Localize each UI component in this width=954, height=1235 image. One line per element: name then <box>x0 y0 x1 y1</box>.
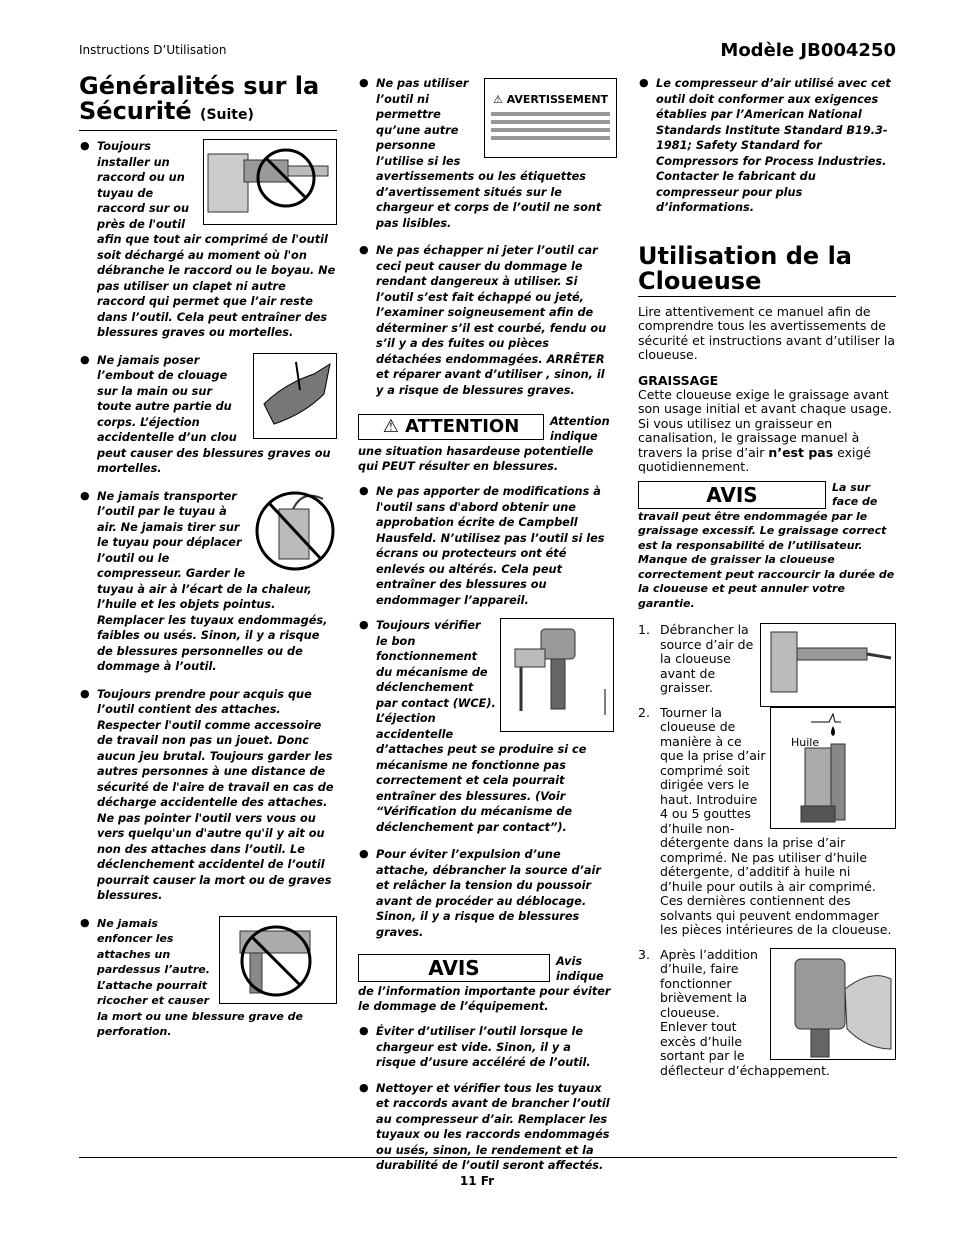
hand-figure <box>253 353 337 439</box>
page-number: 11 Fr <box>459 1174 495 1188</box>
bullet-item: ● Toujours installer un raccord ou un tuyau de raccord sur ou près de l'outil afin que tout air comprimé de l'outil soit déchargé au moment où l'on débranche le raccord ou le boyau. Ne pas utiliser un clapet ni autre raccord qui permet que l’air reste dans l’outil. Cela peut entraîner des blessures graves ou mortelles. <box>80 139 336 339</box>
lubrication-paragraph: Cette cloueuse exige le graissage avant son usage initial et avant chaque usage. Si vous utilisez un graisseur en canalisation, le graissage manuel à travers la prise d’air n’est pas exigé quotidiennement. <box>638 386 892 474</box>
avis-label: AVIS <box>358 954 550 982</box>
bullet-icon: ● <box>359 618 369 631</box>
nailer-contact-trip-figure <box>500 618 614 732</box>
section-title-suffix: (Suite) <box>200 107 254 123</box>
bullet-item: ● Ne jamais poser l’embout de clouage sur la main ou sur toute autre partie du corps. L’éjection accidentelle d’un clou peut causer des blessures graves ou mortelles. <box>79 353 337 477</box>
bullet-icon: ● <box>80 915 90 929</box>
stacked-fastener-prohibited-figure <box>219 916 337 1004</box>
bullet-item: ● Toujours vérifier le bon fonctionnement du mécanisme de déclenchement par contact (WCE). L’éjection accidentelle d’attaches peut se produire si ce mécanisme ne fonctionne pas correctement et cela pourrait entraîner des blessures. (Voir “Vérification du mécanisme de déclenchement par contact”). <box>358 618 614 835</box>
bullet-icon: ● <box>80 139 90 152</box>
bullet-icon: ● <box>80 686 90 700</box>
attention-notice: ⚠ ATTENTION Attention indique une situation hasardeuse potentielle qui PEUT résulter en blessures. <box>358 415 610 473</box>
bullet-item: ● Toujours prendre pour acquis que l’outil contient des attaches. Respecter l'outil comme accessoire de travail non pas un jouet. Donc aucun jeu brutal. Toujours garder les autres personnes à une distance de sécurité de l'aire de travail en cas de décharge accidentelle des attaches. Ne pas pointer l'outil vers vous ou vers quelqu'un d'autre qu'il y ait ou non des attaches dans l’outil. Le déclenchement accidentel de l’outil pourrait causer la mort ou de graves blessures. <box>80 686 334 902</box>
column-2 <box>358 74 614 1174</box>
bullet-item: ● Ne pas utiliser l’outil ni permettre qu’une autre personne l’utilise si les avertissements ou les étiquettes d’avertissement situés sur le chargeur et corps de l’outil ne sont pas lisibles. <box>358 76 614 231</box>
step-number: 1. <box>638 622 650 637</box>
bullet-item: ● Ne jamais enfoncer les attaches un pardessus l’autre. L’attache pourrait ricocher et causer la mort ou une blessure grave de perforation. <box>79 916 337 1040</box>
warning-label-figure <box>484 78 617 158</box>
step-item: 3. Après l’addition d’huile, faire fonctionner brièvement la cloueuse. Enlever tout excès d’huile sortant par le déflecteur d’échappement. <box>638 948 896 1079</box>
bullet-item: ● Nettoyer et vérifier tous les tuyaux et raccords avant de brancher l’outil au compresseur d’air. Remplacer les tuyaux ou les raccords endommagés ou usés, sinon, le rendement et la durabilité de l’outil seront affectés. <box>359 1080 610 1172</box>
bullet-icon: ● <box>359 1080 369 1094</box>
bullet-item: ● Éviter d’utiliser l’outil lorsque le chargeur est vide. Sinon, il y a risque d’usure accéléré de l’outil. <box>359 1024 591 1069</box>
bullet-item: ● Pour éviter l’expulsion d’une attache, débrancher la source d’air et relâcher la tension du poussoir avant de procéder au déblocage. Sinon, il y a risque de blessures graves. <box>359 847 601 939</box>
header-model-number: Modèle JB004250 <box>720 40 896 61</box>
bullet-item: ● Ne pas apporter de modifications à l'outil sans d'abord obtenir une approbation écrite de Campbell Hausfeld. N’utilisez pas l’outil si les écrans ou protecteurs ont été enlevés ou altérés. Cela peut entraîner des blessures ou endommager l’appareil. <box>359 484 605 607</box>
bullet-icon: ● <box>359 847 369 860</box>
warning-label-title: ⚠ AVERTISSEMENT <box>492 93 609 106</box>
step-item: 1. Débrancher la source d’air de la cloueuse avant de graisser. <box>638 623 896 696</box>
oil-label: Huile <box>791 736 820 749</box>
footer-divider <box>79 1157 897 1158</box>
bullet-icon: ● <box>80 488 90 502</box>
fitting-prohibited-figure <box>203 139 337 225</box>
column-1 <box>79 74 337 1040</box>
avis-label: AVIS <box>638 481 826 509</box>
avis-notice: AVIS Avis indique de l’information importante pour éviter le dommage de l’équipement. <box>358 955 611 1013</box>
step-number: 2. <box>638 704 650 720</box>
bullet-item: ● Ne pas échapper ni jeter l’outil car ceci peut causer du dommage le rendant dangereux à utiliser. Si l’outil s’est fait échappé ou jeté, l’examiner soigneusement afin de déterminer s’il est courbé, fendu ou s’il y a des fuites ou pièces détachées endommagées. ARRÊTER et réparer avant d’utiliser , sinon, il y a risque de blessures graves. <box>359 243 607 397</box>
step-number: 3. <box>638 946 650 962</box>
fire-nailer-figure <box>770 948 896 1060</box>
bullet-icon: ● <box>359 76 369 89</box>
warning-label-text-lines <box>491 112 610 140</box>
bullet-item: ● Le compresseur d’air utilisé avec cet outil doit conformer aux exigences établies par l’American National Standards Institute Standard B19.3-1981; Safety Standard for Compressors for Process Industries. Contacter le fabricant du compresseur pour plus d’informations. <box>639 76 891 214</box>
header-manual-title: Instructions D’Utilisation <box>79 43 227 57</box>
bullet-icon: ● <box>639 76 649 89</box>
hose-carry-prohibited-figure <box>253 489 337 573</box>
step-item: 2. Huile Tourner la cloueuse de manière à ce que la prise d’air comprimé soit dirigée vers le haut. Introduire 4 ou 5 gouttes d’huile non-détergente dans la prise d’air comprimé. Ne pas utiliser d’huile détergente, d’additif à huile ni d’huile pour outils à air comprimé. Ces dernières contiennent des solvants qui peuvent endommager les pièces intérieures de la cloueuse. <box>638 706 896 938</box>
bullet-item: ● Ne jamais transporter l’outil par le tuyau à air. Ne jamais tirer sur le tuyau pour déplacer l’outil ou le compresseur. Garder le tuyau à air à l’écart de la chaleur, l’huile et les objets pointus. Remplacer les tuyaux endommagés, faibles ou usés. Sinon, il y a risque de blessures personnelles ou de dommage à l’outil. <box>79 489 337 675</box>
bullet-icon: ● <box>359 484 369 497</box>
intro-paragraph: Lire attentivement ce manuel afin de comprendre tous les avertissements de sécurité et instructions avant d’utiliser la cloueuse. <box>638 303 896 362</box>
avis-notice: AVIS La sur face de travail peut être endommagée par le graissage excessif. Le graissage correct est la responsabilité de l’utilisateur. Manque de graisser la cloueuse correctement peut raccourcir la durée de la cloueuse et peut annuler votre garantie. <box>638 480 895 610</box>
column-3 <box>638 74 896 1078</box>
bullet-icon: ● <box>80 352 90 366</box>
disconnect-air-figure <box>760 623 896 707</box>
bullet-icon: ● <box>359 243 369 256</box>
oil-drop-figure <box>770 707 896 829</box>
subsection-title-lubrication: GRAISSAGE <box>638 372 719 388</box>
bullet-icon: ● <box>359 1024 369 1037</box>
section-title-safety: Généralités sur la Sécurité (Suite) <box>79 74 337 131</box>
section-title-nailer-use: Utilisation de la Cloueuse <box>638 244 896 297</box>
attention-label: ⚠ ATTENTION <box>358 414 544 440</box>
